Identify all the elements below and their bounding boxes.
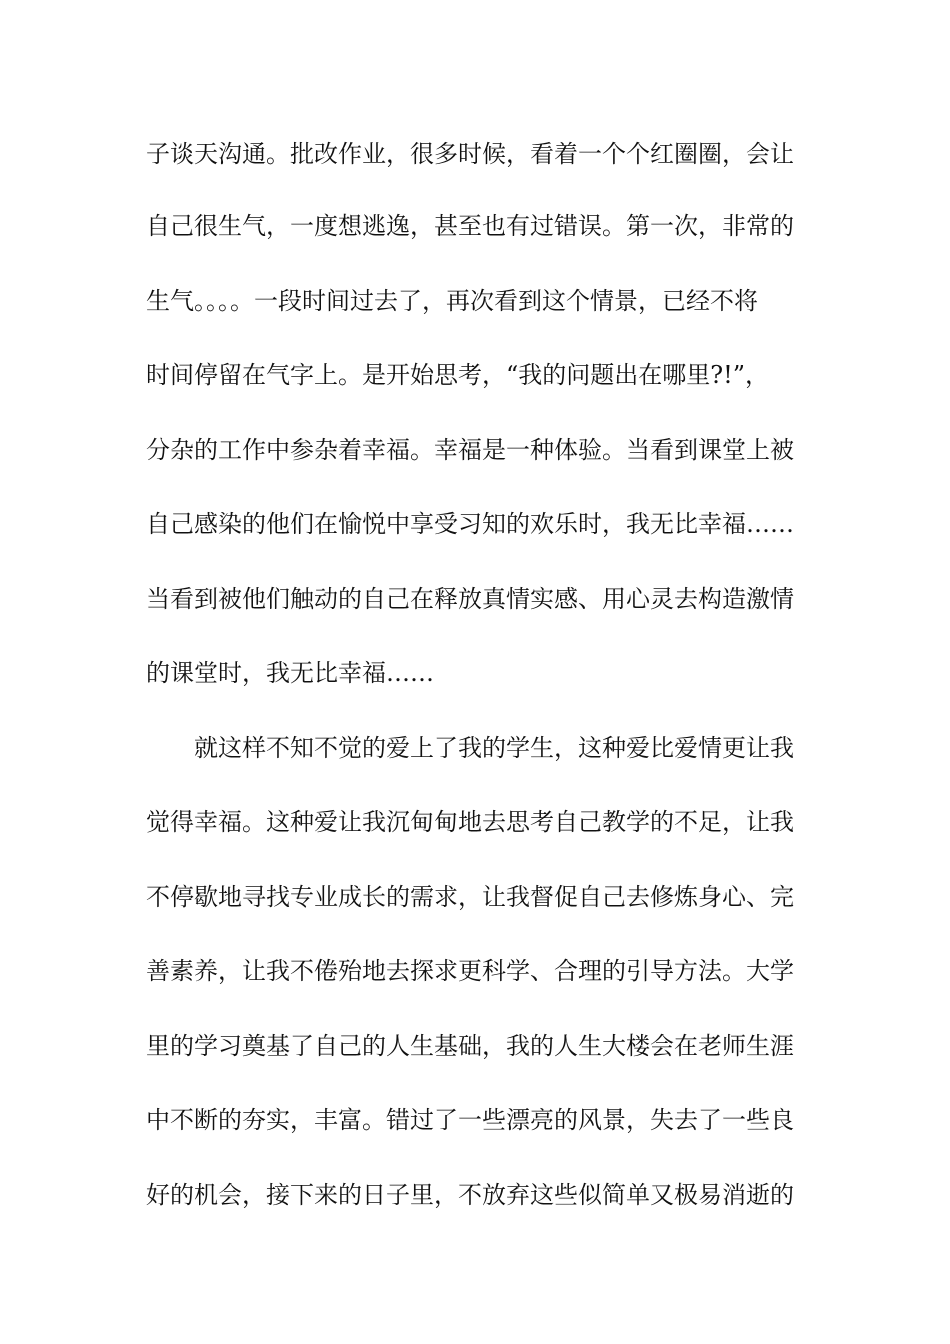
text-line: 生气。。。。一段时间过去了，再次看到这个情景，已经不将 (146, 287, 758, 315)
text-line: 不停歇地寻找专业成长的需求，让我督促自己去修炼身心、完 (146, 883, 794, 911)
text-line: 好的机会，接下来的日子里，不放弃这些似简单又极易消逝的 (146, 1181, 794, 1209)
text-line: 的课堂时，我无比幸福…… (146, 659, 434, 687)
text-line: 分杂的工作中参杂着幸福。幸福是一种体验。当看到课堂上被 (146, 436, 794, 464)
text-line: 里的学习奠基了自己的人生基础，我的人生大楼会在老师生涯 (146, 1032, 794, 1060)
text-line: 子谈天沟通。批改作业，很多时候，看着一个个红圈圈，会让 (146, 140, 794, 168)
text-line: 善素养，让我不倦殆地去探求更科学、合理的引导方法。大学 (146, 957, 794, 985)
paragraph-first-line: 就这样不知不觉的爱上了我的学生，这种爱比爱情更让我 (194, 734, 794, 762)
text-line: 中不断的夯实，丰富。错过了一些漂亮的风景，失去了一些良 (146, 1106, 794, 1134)
text-line: 自己很生气，一度想逃逸，甚至也有过错误。第一次，非常的 (146, 212, 794, 240)
text-line: 当看到被他们触动的自己在释放真情实感、用心灵去构造激情 (146, 585, 794, 613)
text-line: 时间停留在气字上。是开始思考，“我的问题出在哪里?!”， (146, 361, 770, 389)
text-line: 自己感染的他们在愉悦中享受习知的欢乐时，我无比幸福…… (146, 510, 794, 538)
text-line: 觉得幸福。这种爱让我沉甸甸地去思考自己教学的不足，让我 (146, 808, 794, 836)
